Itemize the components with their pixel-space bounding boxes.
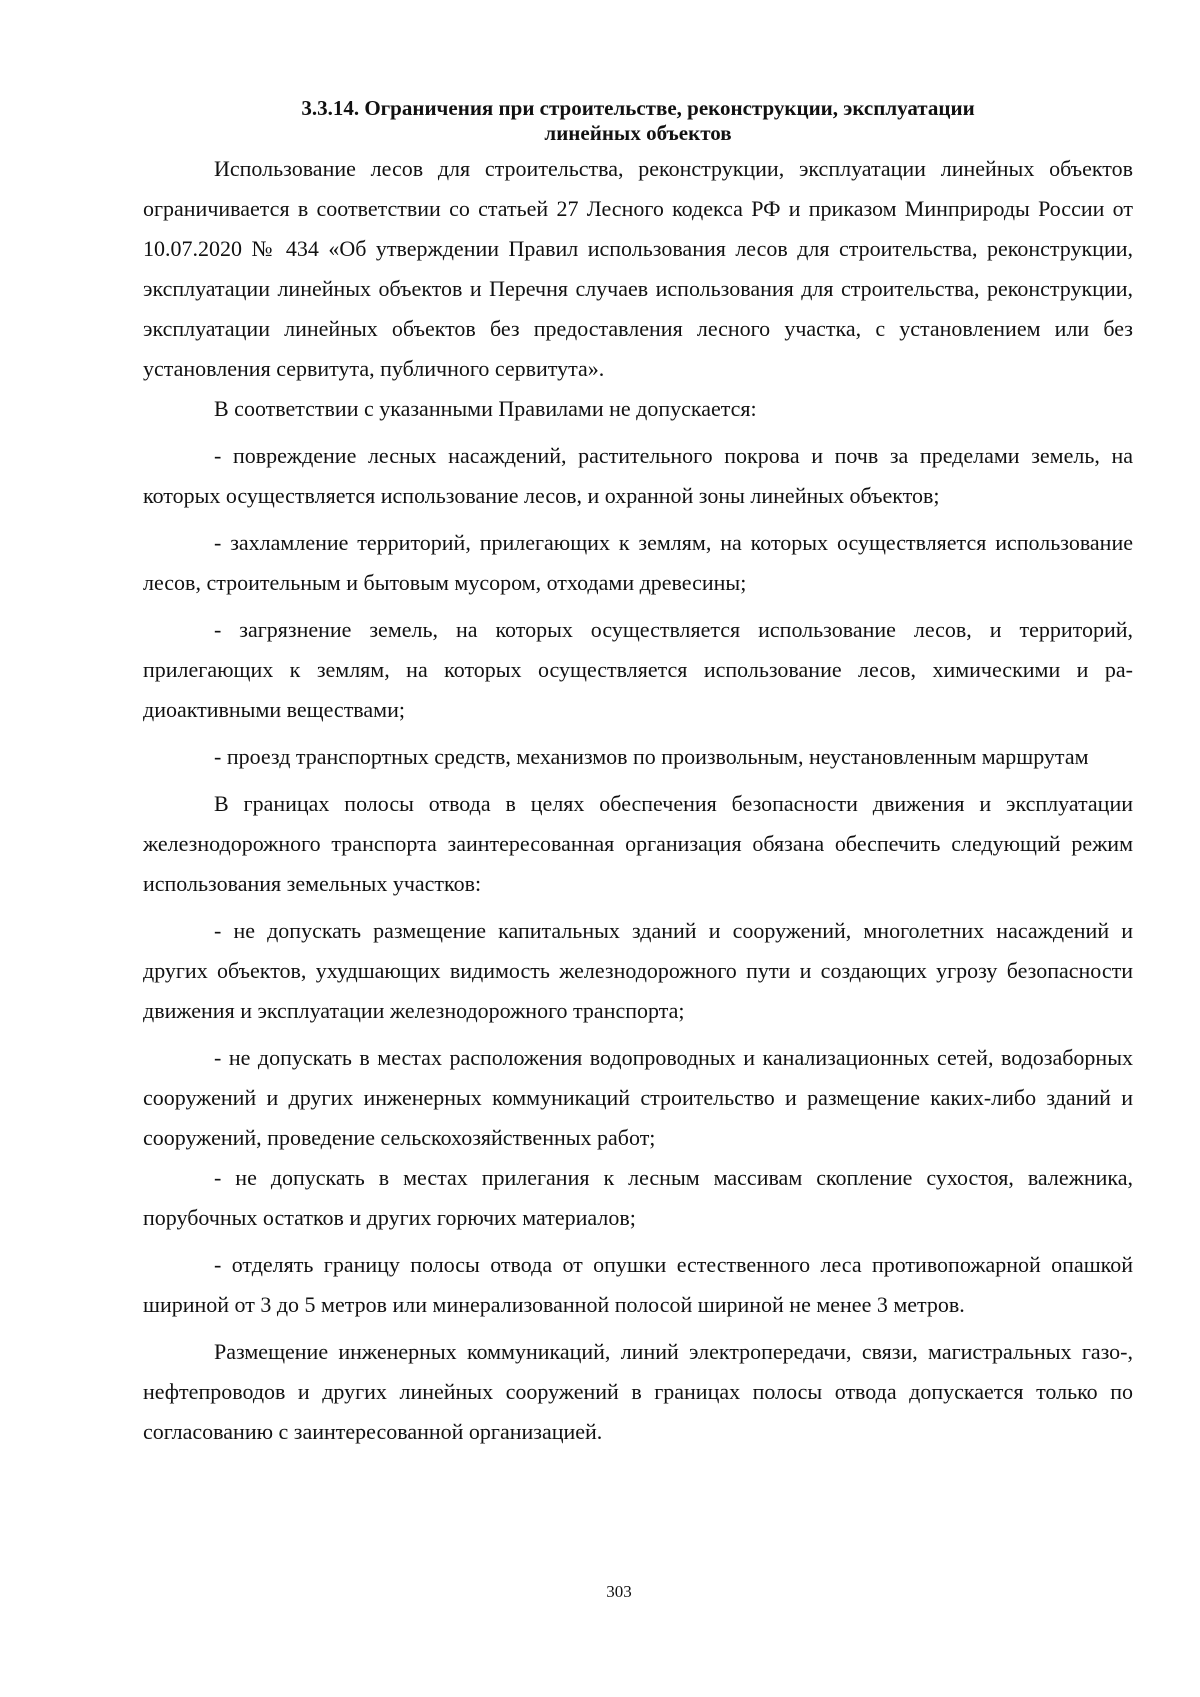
paragraph-right-of-way: В границах полосы отвода в целях обеспечения безопасности движения и эксплуатации железнодорожного транспорта заинтересованная организация обязана обеспечить следующий режим использования земельных участков: — [143, 791, 1133, 896]
list-item-no-buildings: - не допускать размещение капитальных зданий и сооружений, многолетних насаждений и других объектов, ухудшающих видимость железнодорожного пути и создающих угрозу безопасности движения и эксплуатации железнодорожного транспорта; — [143, 918, 1133, 1023]
list-item-pollution: - загрязнение земель, на которых осуществляется использование лесов, и территорий, прилегающих к землям, на которых осуществляется использование лесов, химическими и радиоактивными веществами; — [143, 617, 1133, 722]
section-heading — [143, 96, 1133, 146]
document-page — [143, 96, 1133, 1459]
list-item-littering: - захламление территорий, прилегающих к землям, на которых осуществляется использование лесов, строительным и бытовым мусором, отходами древесины; — [143, 530, 1133, 595]
page-number: 303 — [606, 1582, 632, 1601]
list-item-fire-break: - отделять границу полосы отвода от опушки естественного леса противопожарной опашкой шириной от 3 до 5 метров или минерализованной полосой шириной не менее 3 метров. — [143, 1252, 1133, 1317]
list-item-damage: - повреждение лесных насаждений, растительного покрова и почв за пределами земель, на которых осуществляется использование лесов, и охранной зоны линейных объектов; — [143, 443, 1133, 508]
list-item-vehicle-passage: - проезд транспортных средств, механизмов по произвольным, неустановленным маршрутам — [214, 744, 1089, 769]
list-item-no-construction-near-networks: - не допускать в местах расположения водопроводных и канализационных сетей, водозаборных сооружений и других инженерных коммуникаций строительство и размещение каких-либо зданий и сооружений, проведение сельскохозяйственных работ; — [143, 1045, 1133, 1150]
paragraph-utilities-placement: Размещение инженерных коммуникаций, линий электропередачи, связи, магистральных газо-, нефтепроводов и других линейных сооружений в границах полосы отвода допускается только по согласованию с заинтересованной организацией. — [143, 1339, 1133, 1444]
list-item-no-deadwood: - не допускать в местах прилегания к лесным массивам скопление сухостоя, валежника, порубочных остатков и других горючих материалов; — [143, 1165, 1133, 1230]
paragraph-rules-intro: В соответствии с указанными Правилами не допускается: — [214, 396, 757, 421]
paragraph-forest-use-restrictions: Использование лесов для строительства, реконструкции, эксплуатации линейных объектов ограничивается в соответствии со статьей 27 Лесного кодекса РФ и приказом Минприроды России от 10.07.2020 № 434 «Об утверждении Правил использования лесов для строительства, реконструкции, эксплуатации линейных объектов и Перечня случаев использования для строительства, реконструкции, эксплуатации линейных объектов без предоставления лесного участка, с установлением или без установления сервитута, публичного сервитута». — [143, 156, 1133, 381]
document-body — [143, 149, 1133, 1452]
heading-line-2: линейных объектов — [544, 121, 732, 145]
heading-line-1: 3.3.14. Ограничения при строительстве, реконструкции, эксплуатации — [301, 96, 975, 120]
